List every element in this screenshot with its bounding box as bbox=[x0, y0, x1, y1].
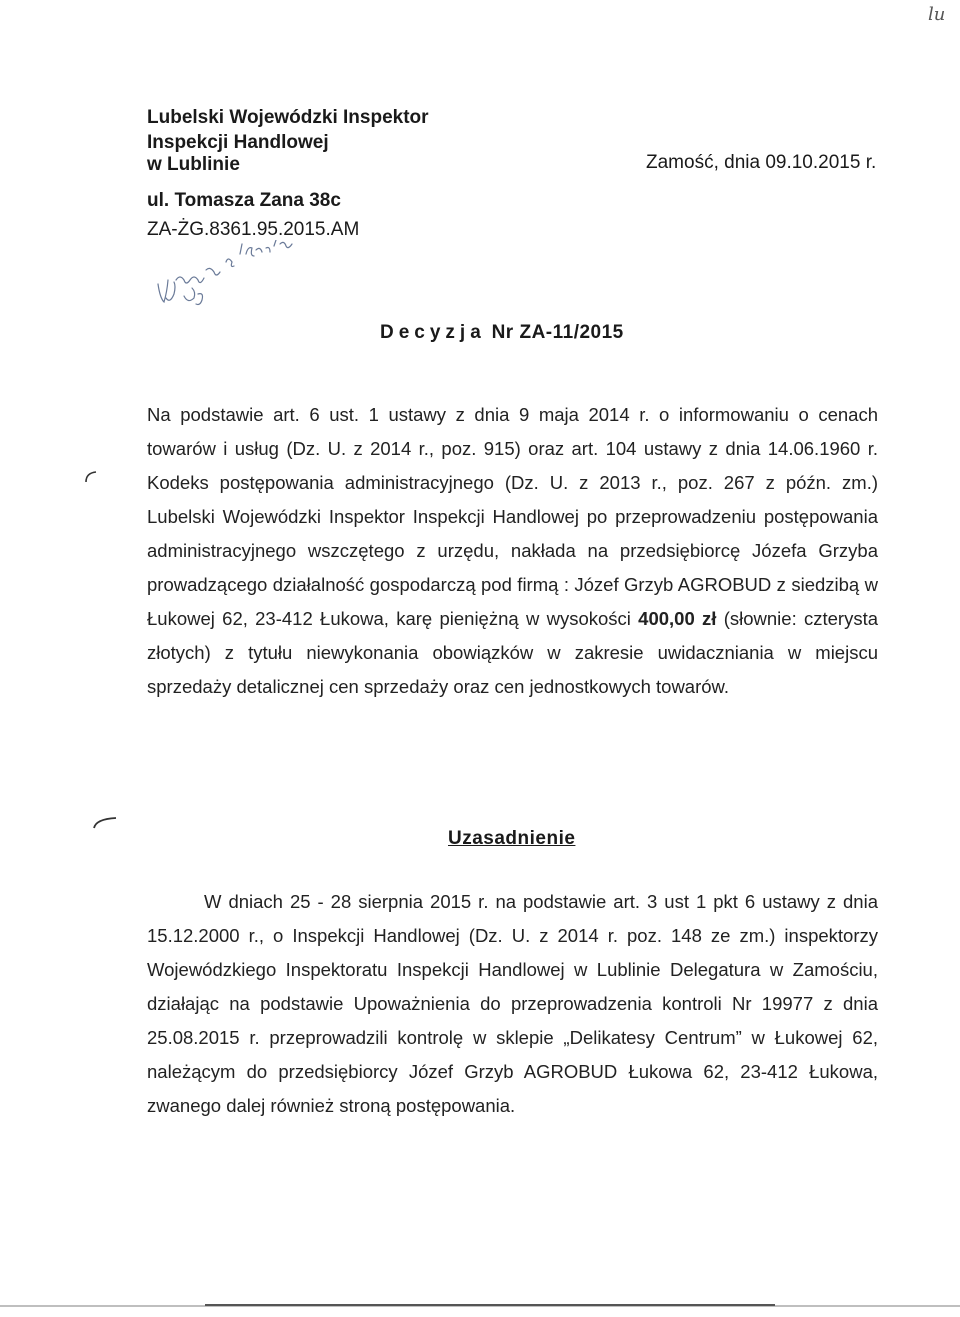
justification-heading: Uzasadnienie bbox=[448, 828, 576, 849]
org-street-address: ul. Tomasza Zana 38c bbox=[147, 190, 341, 211]
decision-paragraph bbox=[147, 398, 878, 704]
decision-title-prefix: Decyzja bbox=[380, 322, 486, 343]
scan-artifact-mark bbox=[84, 470, 98, 484]
org-name-line-1: Lubelski Wojewódzki Inspektor bbox=[147, 107, 429, 128]
decision-text-after: (słownie: czterysta złotych) z tytułu niewykonania obowiązków w zakresie uwidaczniania w miejscu sprzedaży detalicznej cen sprzedaży oraz cen jednostkowych towarów. bbox=[147, 608, 879, 697]
case-reference: ZA-ŻG.8361.95.2015.AM bbox=[147, 219, 360, 240]
decision-text-before: Na podstawie art. 6 ust. 1 ustawy z dnia 9 maja 2014 r. o informowaniu o cenach towarów i usług (Dz. U. z 2014 r., poz. 915) oraz art. 104 ustawy z dnia 14.06.1960 r. Kodeks postępowania administracyjnego (Dz. U. z 2013 r., poz. 267 z późn. zm.) Lubelski Wojewódzki Inspektor Inspekcji Handlowej po przeprowadzeniu postępowania administracyjnego wszczętego z urzędu, nakłada na przedsiębiorcę Józefa Grzyba prowadzącego działalność gospodarczą pod firmą : Józef Grzyb AGROBUD z siedzibą w Łukowej 62, 23-412 Łukowa, karę pieniężną w wysokości bbox=[147, 404, 878, 629]
scan-artifact-mark bbox=[92, 816, 118, 830]
place-and-date: Zamość, dnia 09.10.2015 r. bbox=[646, 152, 877, 173]
handwritten-annotation bbox=[150, 240, 300, 320]
penalty-amount: 400,00 zł bbox=[638, 608, 717, 629]
decision-number: Nr ZA-11/2015 bbox=[491, 322, 624, 343]
decision-title bbox=[380, 322, 624, 344]
corner-handwritten-mark: lu bbox=[928, 4, 946, 25]
page-bottom-rule bbox=[205, 1304, 775, 1306]
justification-paragraph: W dniach 25 - 28 sierpnia 2015 r. na podstawie art. 3 ust 1 pkt 6 ustawy z dnia 15.12.2000 r., o Inspekcji Handlowej (Dz. U. z 2014 r. poz. 148 ze zm.) inspektorzy Wojewódzkiego Inspektoratu Inspekcji Handlowej w Lublinie Delegatura w Zamościu, działając na podstawie Upoważnienia do przeprowadzenia kontroli Nr 19977 z dnia 25.08.2015 r. przeprowadzili kontrolę w sklepie „Delikatesy Centrum” w Łukowej 62, należącym do przedsiębiorcy Józef Grzyb AGROBUD Łukowa 62, 23-412 Łukowa, zwanego dalej również stroną postępowania. bbox=[147, 891, 878, 1116]
org-name-line-2: Inspekcji Handlowej bbox=[147, 132, 329, 153]
org-name-line-3: w Lublinie bbox=[147, 154, 240, 175]
